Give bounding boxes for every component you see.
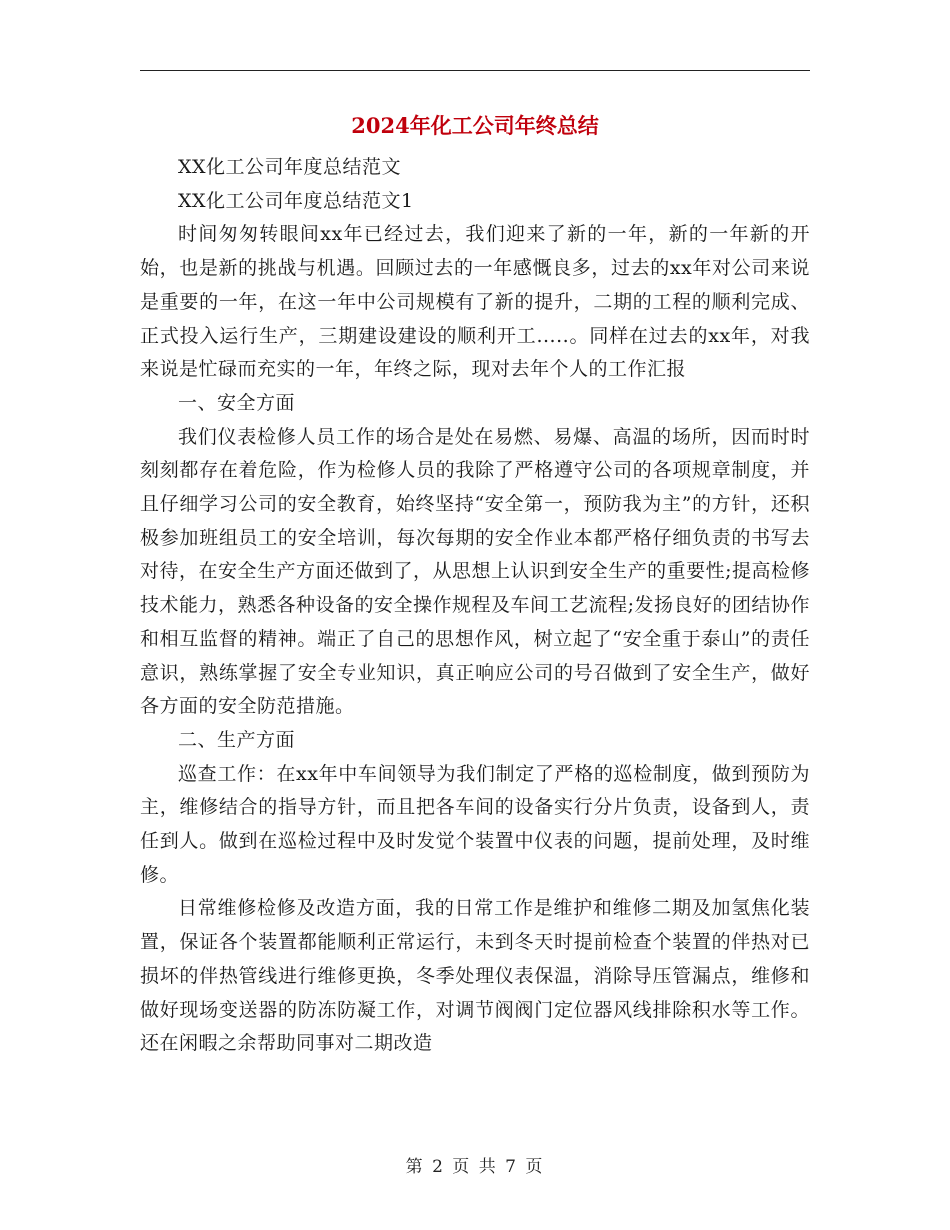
paragraph-safety: 我们仪表检修人员工作的场合是处在易燃、易爆、高温的场所，因而时时刻刻都存在着危险，作为检修人员的我除了严格遵守公司的各项规章制度，并且仔细学习公司的安全教育，始终坚持“安全第一，预防我为主”的方针，还积极参加班组员工的安全培训，每次每期的安全作业本都严格仔细负责的书写去对待，在安全生产方面还做到了，从思想上认识到安全生产的重要性;提高检修技术能力，熟悉各种设备的安全操作规程及车间工艺流程;发扬良好的团结协作和相互监督的精神。端正了自己的思想作风，树立起了“安全重于泰山”的责任意识，熟练掌握了安全专业知识，真正响应公司的号召做到了安全生产，做好各方面的安全防范措施。 bbox=[140, 425, 810, 718]
page-footer: 第 2 页 共 7 页 bbox=[405, 1157, 545, 1177]
header-rule bbox=[140, 70, 810, 71]
paragraph-subtitle: XX化工公司年度总结范文 bbox=[178, 156, 402, 178]
document-body bbox=[140, 151, 810, 1061]
section-heading-production: 二、生产方面 bbox=[178, 728, 296, 751]
paragraph-maintenance: 日常维修检修及改造方面，我的日常工作是维护和维修二期及加氢焦化装置，保证各个装置都能顺利正常运行，未到冬天时提前检查个装置的伴热对已损坏的伴热管线进行维修更换，冬季处理仪表保温，消除导压管漏点，维修和做好现场变送器的防冻防凝工作，对调节阀阀门定位器风线排除积水等工作。还在闲暇之余帮助同事对二期改造 bbox=[140, 897, 810, 1055]
section-heading-safety: 一、安全方面 bbox=[178, 391, 296, 414]
paragraph-subtitle-1: XX化工公司年度总结范文1 bbox=[178, 189, 414, 212]
paragraph-inspection: 巡查工作：在xx年中车间领导为我们制定了严格的巡检制度，做到预防为主，维修结合的指导方针，而且把各车间的设备实行分片负责，设备到人，责任到人。做到在巡检过程中及时发觉个装置中仪表的问题，提前处理，及时维修。 bbox=[140, 762, 810, 886]
document-title: 2024年化工公司年终总结 bbox=[351, 113, 599, 138]
paragraph-intro: 时间匆匆转眼间xx年已经过去，我们迎来了新的一年，新的一年新的开始，也是新的挑战与机遇。回顾过去的一年感慨良多，过去的xx年对公司来说是重要的一年，在这一年中公司规模有了新的提升，二期的工程的顺利完成、正式投入运行生产，三期建设建设的顺利开工.....。同样在过去的xx年，对我来说是忙碌而充实的一年，年终之际，现对去年个人的工作汇报 bbox=[140, 223, 810, 381]
